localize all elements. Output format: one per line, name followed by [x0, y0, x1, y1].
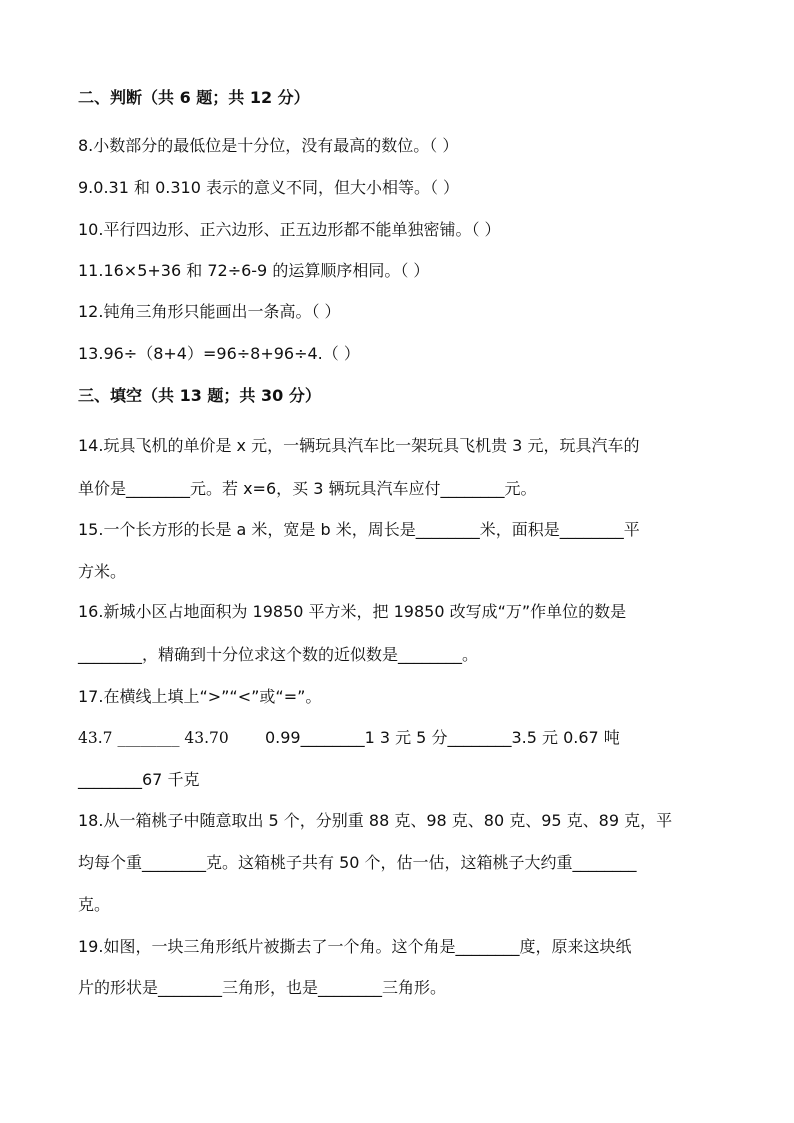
question-9: 9.0.31 和 0.310 表示的意义不同，但大小相等。（ ） — [78, 178, 460, 197]
question-19-line-1: 19.如图，一块三角形纸片被撕去了一个角。这个角是________度，原来这块纸 — [78, 937, 632, 956]
question-11: 11.16×5+36 和 72÷6-9 的运算顺序相同。（ ） — [78, 261, 430, 280]
question-14-line-2: 单价是________元。若 x=6，买 3 辆玩具汽车应付________元。 — [78, 479, 537, 498]
question-19-line-2: 片的形状是________三角形，也是________三角形。 — [78, 978, 447, 997]
section-heading-judgement: 二、判断（共 6 题；共 12 分） — [78, 88, 310, 107]
question-17-continuation: ________67 千克 — [78, 770, 200, 789]
question-13: 13.96÷（8+4）=96÷8+96÷4.（ ） — [78, 344, 360, 363]
question-16-line-2: ________，精确到十分位求这个数的近似数是________。 — [78, 645, 479, 664]
question-18-line-1: 18.从一箱桃子中随意取出 5 个，分别重 88 克、98 克、80 克、95 克、89 克，平 — [78, 811, 673, 830]
question-10: 10.平行四边形、正六边形、正五边形都不能单独密铺。（ ） — [78, 220, 501, 239]
question-18-line-3: 克。 — [78, 895, 111, 914]
question-17-other-items: 0.99________1 3 元 5 分________3.5 元 0.67 吨 — [264, 728, 620, 747]
question-17-items — [78, 728, 718, 748]
question-15-line-2: 方米。 — [78, 562, 127, 581]
question-14-line-1: 14.玩具飞机的单价是 x 元，一辆玩具汽车比一架玩具飞机贵 3 元，玩具汽车的 — [78, 436, 640, 455]
question-12: 12.钝角三角形只能画出一条高。（ ） — [78, 302, 341, 321]
question-17-prompt: 17.在横线上填上“>”“<”或“=”。 — [78, 687, 322, 706]
question-15-line-1: 15.一个长方形的长是 a 米，宽是 b 米，周长是________米，面积是________平 — [78, 520, 640, 539]
question-17-serif-item: 43.7 ________ 43.70 — [78, 729, 229, 747]
question-8: 8.小数部分的最低位是十分位，没有最高的数位。（ ） — [78, 136, 459, 155]
question-18-line-2: 均每个重________克。这箱桃子共有 50 个，估一估，这箱桃子大约重________ — [78, 853, 637, 872]
question-16-line-1: 16.新城小区占地面积为 19850 平方米，把 19850 改写成“万”作单位的数是 — [78, 602, 627, 621]
section-heading-fill-in: 三、填空（共 13 题；共 30 分） — [78, 386, 321, 405]
